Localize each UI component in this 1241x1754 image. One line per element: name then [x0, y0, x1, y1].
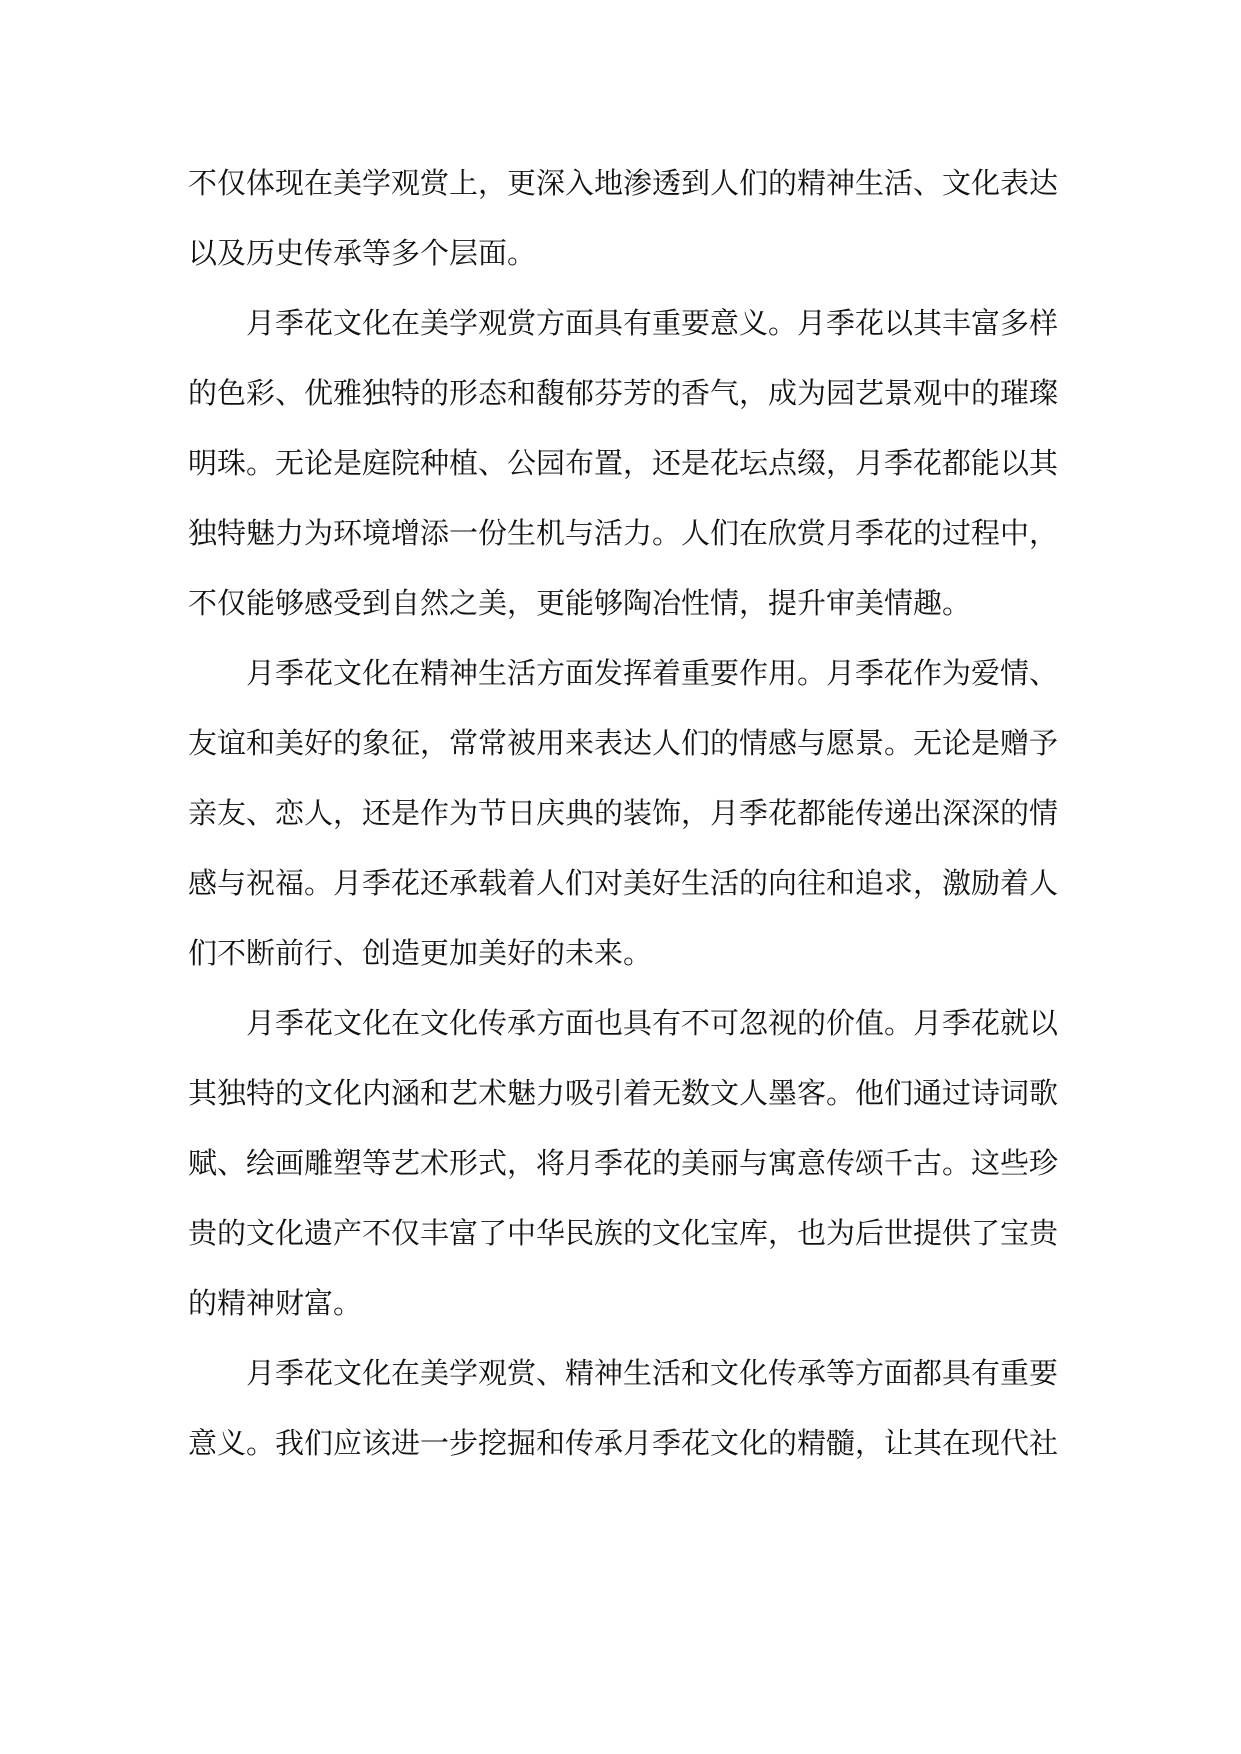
text-line: 月季花文化在精神生活方面发挥着重要作用。月季花作为爱情、 — [246, 656, 1059, 690]
text-line: 明珠。无论是庭院种植、公园布置，还是花坛点缀，月季花都能以其 — [188, 446, 1059, 480]
text-line: 们不断前行、创造更加美好的未来。 — [188, 936, 653, 970]
text-line: 不仅能够感受到自然之美，更能够陶冶性情，提升审美情趣。 — [188, 586, 972, 620]
text-line: 友谊和美好的象征，常常被用来表达人们的情感与愿景。无论是赠予 — [188, 726, 1059, 760]
text-line: 感与祝福。月季花还承载着人们对美好生活的向往和追求，激励着人 — [188, 866, 1059, 900]
text-line: 以及历史传承等多个层面。 — [188, 236, 537, 270]
text-line: 的精神财富。 — [188, 1286, 363, 1320]
text-line: 的色彩、优雅独特的形态和馥郁芬芳的香气，成为园艺景观中的璀璨 — [188, 376, 1059, 410]
text-line: 意义。我们应该进一步挖掘和传承月季花文化的精髓，让其在现代社 — [188, 1426, 1059, 1460]
text-line: 亲友、恋人，还是作为节日庆典的装饰，月季花都能传递出深深的情 — [188, 796, 1059, 830]
text-line: 其独特的文化内涵和艺术魅力吸引着无数文人墨客。他们通过诗词歌 — [188, 1076, 1059, 1110]
text-line: 月季花文化在美学观赏、精神生活和文化传承等方面都具有重要 — [246, 1356, 1059, 1390]
text-line: 月季花文化在美学观赏方面具有重要意义。月季花以其丰富多样 — [246, 306, 1059, 340]
document-body — [188, 148, 1059, 1478]
text-line: 赋、绘画雕塑等艺术形式，将月季花的美丽与寓意传颂千古。这些珍 — [188, 1146, 1059, 1180]
text-line: 独特魅力为环境增添一份生机与活力。人们在欣赏月季花的过程中， — [188, 516, 1059, 550]
text-line: 贵的文化遗产不仅丰富了中华民族的文化宝库，也为后世提供了宝贵 — [188, 1216, 1059, 1250]
text-line: 不仅体现在美学观赏上，更深入地渗透到人们的精神生活、文化表达 — [188, 166, 1059, 200]
text-line: 月季花文化在文化传承方面也具有不可忽视的价值。月季花就以 — [246, 1006, 1059, 1040]
